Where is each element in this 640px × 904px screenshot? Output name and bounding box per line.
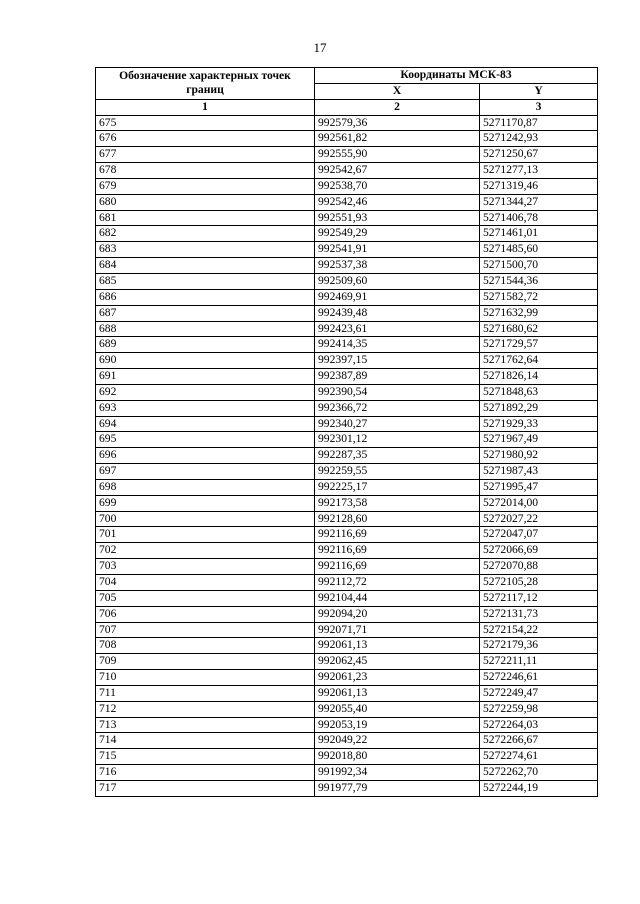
table-row	[96, 226, 598, 242]
table-row	[96, 163, 598, 179]
header-column-number-2: 2	[315, 99, 480, 115]
x-coordinate-cell: 992128,60	[315, 511, 480, 527]
y-coordinate-cell: 5272244,19	[480, 780, 598, 796]
y-coordinate-cell: 5272264,03	[480, 717, 598, 733]
y-coordinate-cell: 5272070,88	[480, 559, 598, 575]
x-coordinate-cell: 992439,48	[315, 305, 480, 321]
x-coordinate-cell: 992423,61	[315, 321, 480, 337]
point-number-cell: 716	[96, 765, 315, 781]
point-number-cell: 690	[96, 353, 315, 369]
header-column-number-1: 1	[96, 99, 315, 115]
point-number-cell: 703	[96, 559, 315, 575]
table-row	[96, 701, 598, 717]
table-row	[96, 590, 598, 606]
x-coordinate-cell: 992061,13	[315, 685, 480, 701]
y-coordinate-cell: 5271848,63	[480, 384, 598, 400]
table-row	[96, 178, 598, 194]
point-number-cell: 687	[96, 305, 315, 321]
point-number-cell: 705	[96, 590, 315, 606]
y-coordinate-cell: 5272154,22	[480, 622, 598, 638]
x-coordinate-cell: 992049,22	[315, 733, 480, 749]
y-coordinate-cell: 5271406,78	[480, 210, 598, 226]
x-coordinate-cell: 992018,80	[315, 749, 480, 765]
point-number-cell: 715	[96, 749, 315, 765]
y-coordinate-cell: 5271826,14	[480, 369, 598, 385]
point-number-cell: 712	[96, 701, 315, 717]
point-number-cell: 679	[96, 178, 315, 194]
point-number-cell: 713	[96, 717, 315, 733]
x-coordinate-cell: 992053,19	[315, 717, 480, 733]
table-row	[96, 115, 598, 131]
point-number-cell: 685	[96, 273, 315, 289]
table-row	[96, 289, 598, 305]
y-coordinate-cell: 5272246,61	[480, 670, 598, 686]
table-row	[96, 670, 598, 686]
point-number-cell: 696	[96, 448, 315, 464]
point-number-cell: 684	[96, 258, 315, 274]
point-number-cell: 710	[96, 670, 315, 686]
point-number-cell: 688	[96, 321, 315, 337]
y-coordinate-cell: 5271319,46	[480, 178, 598, 194]
x-coordinate-cell: 992094,20	[315, 606, 480, 622]
x-coordinate-cell: 992551,93	[315, 210, 480, 226]
table-body	[96, 115, 598, 796]
x-coordinate-cell: 992104,44	[315, 590, 480, 606]
table-row	[96, 242, 598, 258]
table-row	[96, 685, 598, 701]
x-coordinate-cell: 992469,91	[315, 289, 480, 305]
point-number-cell: 680	[96, 194, 315, 210]
point-number-cell: 707	[96, 622, 315, 638]
y-coordinate-cell: 5272262,70	[480, 765, 598, 781]
y-coordinate-cell: 5272266,67	[480, 733, 598, 749]
x-coordinate-cell: 992549,29	[315, 226, 480, 242]
y-coordinate-cell: 5272211,11	[480, 654, 598, 670]
y-coordinate-cell: 5271762,64	[480, 353, 598, 369]
table-row	[96, 432, 598, 448]
y-coordinate-cell: 5271461,01	[480, 226, 598, 242]
x-coordinate-cell: 992366,72	[315, 400, 480, 416]
y-coordinate-cell: 5271967,49	[480, 432, 598, 448]
table-row	[96, 464, 598, 480]
y-coordinate-cell: 5271344,27	[480, 194, 598, 210]
table-row	[96, 559, 598, 575]
point-number-cell: 689	[96, 337, 315, 353]
point-number-cell: 693	[96, 400, 315, 416]
y-coordinate-cell: 5272014,00	[480, 495, 598, 511]
x-coordinate-cell: 992055,40	[315, 701, 480, 717]
x-coordinate-cell: 992287,35	[315, 448, 480, 464]
y-coordinate-cell: 5271632,99	[480, 305, 598, 321]
y-coordinate-cell: 5271582,72	[480, 289, 598, 305]
point-number-cell: 697	[96, 464, 315, 480]
table-row	[96, 273, 598, 289]
point-number-cell: 695	[96, 432, 315, 448]
point-number-cell: 676	[96, 131, 315, 147]
x-coordinate-cell: 992116,69	[315, 559, 480, 575]
point-number-cell: 700	[96, 511, 315, 527]
table-row	[96, 369, 598, 385]
x-coordinate-cell: 992555,90	[315, 147, 480, 163]
table-row	[96, 495, 598, 511]
table-row	[96, 321, 598, 337]
y-coordinate-cell: 5271170,87	[480, 115, 598, 131]
table-row	[96, 131, 598, 147]
table-row	[96, 638, 598, 654]
table-row	[96, 765, 598, 781]
point-number-cell: 709	[96, 654, 315, 670]
y-coordinate-cell: 5272066,69	[480, 543, 598, 559]
header-x: X	[315, 83, 480, 99]
table-row	[96, 606, 598, 622]
x-coordinate-cell: 992116,69	[315, 543, 480, 559]
header-column-number-3: 3	[480, 99, 598, 115]
point-number-cell: 686	[96, 289, 315, 305]
table-row	[96, 622, 598, 638]
y-coordinate-cell: 5272047,07	[480, 527, 598, 543]
x-coordinate-cell: 992541,91	[315, 242, 480, 258]
table-row	[96, 147, 598, 163]
x-coordinate-cell: 992301,12	[315, 432, 480, 448]
point-number-cell: 682	[96, 226, 315, 242]
x-coordinate-cell: 992062,45	[315, 654, 480, 670]
y-coordinate-cell: 5272259,98	[480, 701, 598, 717]
y-coordinate-cell: 5271544,36	[480, 273, 598, 289]
y-coordinate-cell: 5271892,29	[480, 400, 598, 416]
x-coordinate-cell: 992116,69	[315, 527, 480, 543]
x-coordinate-cell: 992061,23	[315, 670, 480, 686]
point-number-cell: 702	[96, 543, 315, 559]
point-number-cell: 706	[96, 606, 315, 622]
table-row	[96, 575, 598, 591]
point-number-cell: 692	[96, 384, 315, 400]
table-row	[96, 400, 598, 416]
point-number-cell: 678	[96, 163, 315, 179]
x-coordinate-cell: 992542,46	[315, 194, 480, 210]
y-coordinate-cell: 5271929,33	[480, 416, 598, 432]
table-row	[96, 543, 598, 559]
table-row	[96, 511, 598, 527]
y-coordinate-cell: 5271500,70	[480, 258, 598, 274]
table-row	[96, 749, 598, 765]
x-coordinate-cell: 992061,13	[315, 638, 480, 654]
table-row	[96, 305, 598, 321]
x-coordinate-cell: 992538,70	[315, 178, 480, 194]
point-number-cell: 698	[96, 479, 315, 495]
x-coordinate-cell: 992414,35	[315, 337, 480, 353]
y-coordinate-cell: 5272179,36	[480, 638, 598, 654]
y-coordinate-cell: 5272131,73	[480, 606, 598, 622]
x-coordinate-cell: 992173,58	[315, 495, 480, 511]
table-row	[96, 733, 598, 749]
point-number-cell: 699	[96, 495, 315, 511]
table-row	[96, 416, 598, 432]
x-coordinate-cell: 992542,67	[315, 163, 480, 179]
table-row	[96, 717, 598, 733]
y-coordinate-cell: 5272027,22	[480, 511, 598, 527]
point-number-cell: 691	[96, 369, 315, 385]
y-coordinate-cell: 5271277,13	[480, 163, 598, 179]
point-number-cell: 711	[96, 685, 315, 701]
x-coordinate-cell: 992397,15	[315, 353, 480, 369]
x-coordinate-cell: 992340,27	[315, 416, 480, 432]
point-number-cell: 704	[96, 575, 315, 591]
y-coordinate-cell: 5271729,57	[480, 337, 598, 353]
table-row	[96, 384, 598, 400]
y-coordinate-cell: 5272249,47	[480, 685, 598, 701]
header-point-designation: Обозначение характерных точек границ	[96, 68, 315, 100]
point-number-cell: 683	[96, 242, 315, 258]
x-coordinate-cell: 992071,71	[315, 622, 480, 638]
x-coordinate-cell: 992390,54	[315, 384, 480, 400]
point-number-cell: 714	[96, 733, 315, 749]
point-number-cell: 677	[96, 147, 315, 163]
y-coordinate-cell: 5272105,28	[480, 575, 598, 591]
x-coordinate-cell: 992509,60	[315, 273, 480, 289]
point-number-cell: 675	[96, 115, 315, 131]
x-coordinate-cell: 992561,82	[315, 131, 480, 147]
y-coordinate-cell: 5272274,61	[480, 749, 598, 765]
table-row	[96, 448, 598, 464]
y-coordinate-cell: 5271680,62	[480, 321, 598, 337]
table-row	[96, 258, 598, 274]
table-row	[96, 527, 598, 543]
x-coordinate-cell: 991992,34	[315, 765, 480, 781]
x-coordinate-cell: 992259,55	[315, 464, 480, 480]
table-row	[96, 353, 598, 369]
page-number: 17	[313, 40, 327, 55]
x-coordinate-cell: 992112,72	[315, 575, 480, 591]
header-y: Y	[480, 83, 598, 99]
x-coordinate-cell: 991977,79	[315, 780, 480, 796]
x-coordinate-cell: 992579,36	[315, 115, 480, 131]
y-coordinate-cell: 5271980,92	[480, 448, 598, 464]
y-coordinate-cell: 5271987,43	[480, 464, 598, 480]
x-coordinate-cell: 992225,17	[315, 479, 480, 495]
header-coordinates-group: Координаты МСК-83	[315, 68, 598, 84]
table-row	[96, 654, 598, 670]
table-row	[96, 337, 598, 353]
point-number-cell: 701	[96, 527, 315, 543]
point-number-cell: 717	[96, 780, 315, 796]
point-number-cell: 708	[96, 638, 315, 654]
table-row	[96, 194, 598, 210]
x-coordinate-cell: 992537,38	[315, 258, 480, 274]
y-coordinate-cell: 5271485,60	[480, 242, 598, 258]
y-coordinate-cell: 5271250,67	[480, 147, 598, 163]
table-row	[96, 479, 598, 495]
table-row	[96, 210, 598, 226]
x-coordinate-cell: 992387,89	[315, 369, 480, 385]
coordinates-table	[95, 67, 598, 797]
y-coordinate-cell: 5271242,93	[480, 131, 598, 147]
point-number-cell: 694	[96, 416, 315, 432]
point-number-cell: 681	[96, 210, 315, 226]
y-coordinate-cell: 5271995,47	[480, 479, 598, 495]
y-coordinate-cell: 5272117,12	[480, 590, 598, 606]
table-row	[96, 780, 598, 796]
